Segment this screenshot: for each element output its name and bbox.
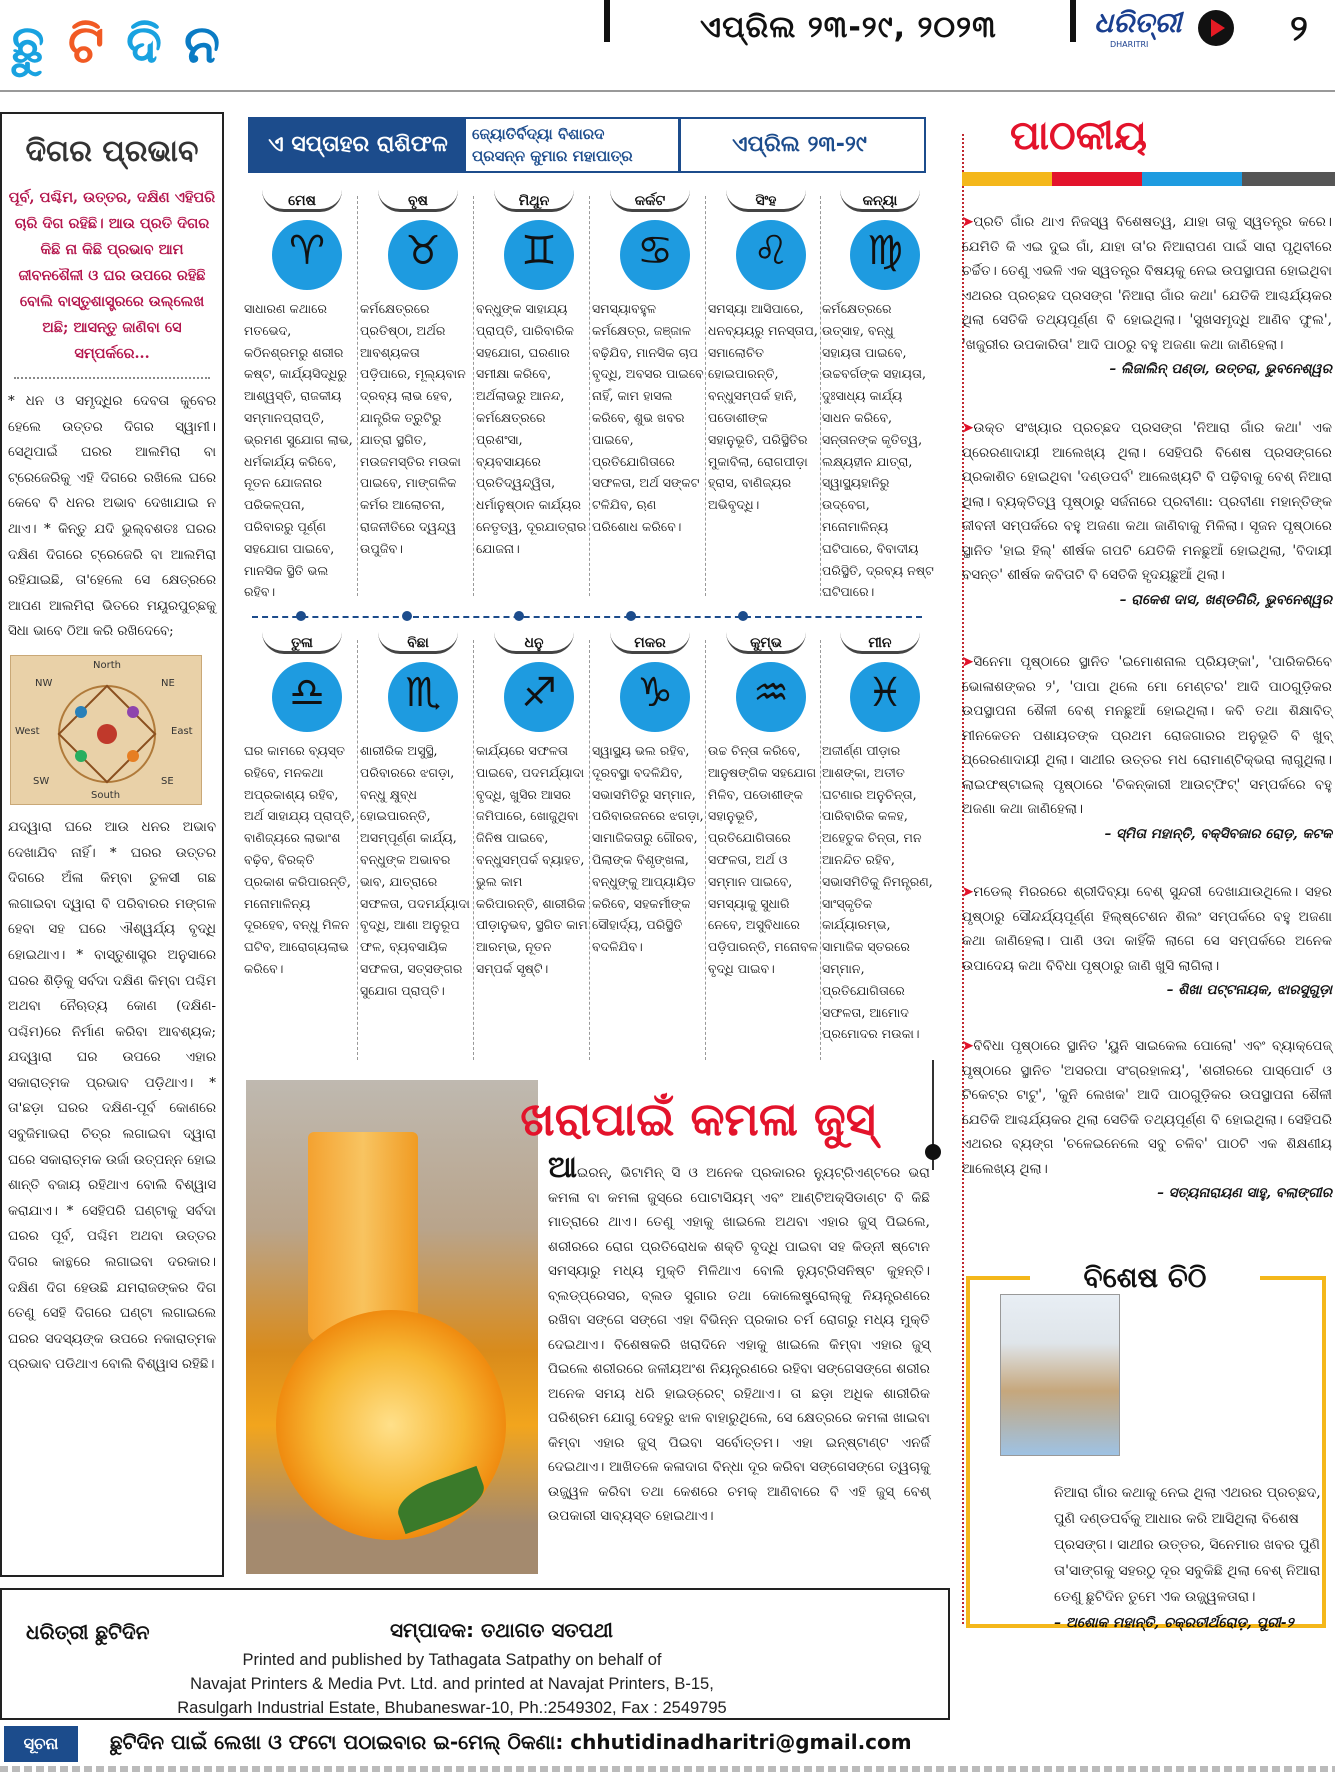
article-body: ଯଦ୍ୱାରା ଘରେ ଆଉ ଧନର ଅଭାବ ଦେଖାଯିବ ନାହିଁ। * ଘରର ଉତ୍ତର ଦିଗରେ ଅଁଳା କିମ୍ବା ତୁଳସୀ ଗଛ ଲଗାଇବା ଦ୍ୱାରା ବି ପରିବାରର ମଙ୍ଗଳ ହେବା ସହ ଘରେ ଐଶ୍ୱର୍ଯ୍ୟ ବୃଦ୍ଧି ହୋଇଥାଏ। * ବାସ୍ତୁଶାସ୍ତ୍ର ଅନୁସାରେ ଘରର ଶିଡ଼ିକୁ ସର୍ବଦା ଦକ୍ଷିଣ କିମ୍ବା ପଶ୍ଚିମ ଅଥବା ନୈଋତ୍ୟ କୋଣ (ଦକ୍ଷିଣ-ପଶ୍ଚିମ)ରେ ନିର୍ମାଣ କରିବା ଆବଶ୍ୟକ; ଯଦ୍ୱାରା ଘର ଉପରେ ଏହାର ସକାରାତ୍ମକ ପ୍ରଭାବ ପଡ଼ିଥାଏ। * ତା'ଛଡ଼ା ଘରର ଦକ୍ଷିଣ-ପୂର୍ବ କୋଣରେ ସବୁଜିମାଭରା ଚିତ୍ର ଲଗାଇବା ଦ୍ୱାରା ଘରେ ସକାରାତ୍ମକ ଉର୍ଜା ଉତ୍ପନ୍ନ ହୋଇ ଶାନ୍ତି ବଜାୟ ରହିଥାଏ ବୋଲି ବିଶ୍ୱାସ କରାଯାଏ। * ସେହିପରି ଘଣ୍ଟାକୁ ସର୍ବଦା ଘରର ପୂର୍ବ, ପଶ୍ଚିମ ଅଥବା ଉତ୍ତର ଦିଗର କାନ୍ଥରେ ଲଗାଇବା ଦରକାର। ଦକ୍ଷିଣ ଦିଗ ହେଉଛି ଯମରାଜଙ୍କର ଦିଗ ତେଣୁ ସେହି ଦିଗରେ ଘଣ୍ଟା ଲଗାଇଲେ ଘରର ସଦସ୍ୟଙ୍କ ଉପରେ ନକାରାତ୍ମକ ପ୍ରଭାବ ପଡିଥାଏ ବୋଲି ବିଶ୍ୱାସ ରହିଛି। [8, 819, 216, 1373]
masthead-divider [1070, 0, 1076, 42]
title-color-bars [962, 172, 1335, 186]
arrow-icon: ➤ [962, 214, 974, 230]
masthead-divider [604, 0, 610, 42]
juice-article-title: ଖରାପାଇଁ କମଳା ଜୁସ୍ [520, 1092, 876, 1146]
leo-icon: ♌ [736, 220, 806, 290]
column-separator [589, 196, 590, 596]
map-label: North [93, 659, 121, 671]
map-label: NW [35, 677, 53, 689]
divider [14, 377, 210, 379]
masthead-letter: ଛୁ [11, 15, 45, 75]
reader-letter: ➤ମଡେଲ୍ ମିରରରେ ଶ୍ରୀଦିବ୍ୟା ବେଶ୍ ସୁନ୍ଦରୀ ଦେଖାଯାଉଥିଲେ। ସହର ପୃଷ୍ଠାରୁ ସୌନ୍ଦର୍ଯ୍ୟପୂର୍ଣ୍ଣ ହିଲ୍‌ଷ୍ଟେଶନ ଶିଲଂ ସମ୍ପର୍କରେ ବହୁ ଅଜଣା କଥା ଜାଣିହେଲା। ପାଣି ଓଦା କାହିଁକି ଲାଗେ ସେ ସମ୍ପର୍କରେ ଅନେକ ଉପାଦେୟ କଥା ବିବିଧା ପୃଷ୍ଠାରୁ ଜାଣି ଖୁସି ଲାଗିଲା। – ଶିଖା ପଟ୍ଟନାୟକ, ଝାରସୁଗୁଡ଼ା [962, 880, 1332, 1003]
column-separator [589, 640, 590, 1060]
sign-forecast: ସାଧାରଣ କଥାରେ ମତଭେଦ, କଠିନଶ୍ରମରୁ ଶରୀର କଷ୍ଟ, କାର୍ଯ୍ୟସିଦ୍ଧିରୁ ଆଶ୍ୱସ୍ତି, ରାଜକୀୟ ସମ୍ମାନପ୍ରାପ୍ତି, ଭ୍ରମଣ ସୁଯୋଗ ଲାଭ, ଧର୍ମକାର୍ଯ୍ୟ କରିବେ, ନୂତନ ଯୋଜନାର ପରିକଳ୍ପନା, ପରିବାରରୁ ପୂର୍ଣ୍ଣ ସହଯୋଗ ପାଇବେ, ମାନସିକ ସ୍ଥିତି ଭଲ ରହିବ। [244, 301, 353, 600]
map-label: South [91, 789, 121, 801]
sign-name: କର୍କଟ [610, 190, 690, 212]
reader-letter: ➤ବିବିଧା ପୃଷ୍ଠାରେ ସ୍ଥାନିତ 'ୟୁନି ସାଇକେଲ ପୋଲୋ' ଏବଂ ବ୍ୟାକ୍‌ପେଜ୍ ପୃଷ୍ଠାରେ ସ୍ଥାନିତ 'ଅସରପା ସଂଗ୍ରହାଳୟ', 'ଶରୀରରେ ପାସ୍‌ପୋର୍ଟ ଓ ଟିକେଟ୍‌ର ଟାଟୁ', 'କୁନି ଲେଖକ' ଆଦି ପାଠଗୁଡ଼ିକର ଉପସ୍ଥାପନା ଶୈଳୀ ଯେତିକି ଆଶ୍ଚର୍ଯ୍ୟକର ଥିଲା ସେତିକି ତଥ୍ୟପୂର୍ଣ୍ଣ ବି ହୋଇଥିଲା। ସେହିପରି ଏଥରର ବ୍ୟଙ୍ଗ 'ଚଳେଇନେଲେ ସବୁ ଚଳିବ' ପାଠଟି ଏକ ଶିକ୍ଷଣୀୟ ଆଲେଖ୍ୟ ଥିଲା। – ସତ୍ୟନାରାୟଣ ସାହୁ, ବଲାଙ୍ଗୀର [962, 1034, 1332, 1206]
divider-dot [296, 611, 306, 621]
astrologer-credit [472, 123, 672, 167]
sign-forecast: ଶାରୀରିକ ଅସୁସ୍ଥି, ପରିବାରରେ ଝଗଡ଼ା, ବନ୍ଧୁ କ୍ଷୁବ୍ଧ ହୋଇପାରନ୍ତି, ଅସମ୍ପୂର୍ଣ୍ଣ କାର୍ଯ୍ୟ, ବନ୍ଧୁଙ୍କ ଅଭାବର ଭାବ, ଯାତ୍ରାରେ ସଫଳତା, ପଦମର୍ଯ୍ୟାଦା ବୃଦ୍ଧି, ଆଶା ଅନୁରୂପ ଫଳ, ବ୍ୟବସାୟିକ ସଫଳତା, ସତ୍ସଙ୍ଗର ସୁଯୋଗ ପ୍ରାପ୍ତି। [360, 743, 470, 998]
sign-name: କୁମ୍ଭ [726, 632, 806, 654]
letter-signature: – ସତ୍ୟନାରାୟଣ ସାହୁ, ବଲାଙ୍ଗୀର [1157, 1185, 1332, 1201]
special-letter-box [966, 1261, 1326, 1631]
letter-signature: – ଶିଖା ପଟ୍ଟନାୟକ, ଝାରସୁଗୁଡ଼ା [1166, 982, 1332, 998]
divider-dot [514, 611, 524, 621]
masthead [0, 0, 1335, 100]
sagittarius-icon: ♐ [504, 662, 574, 732]
special-letter-title: ବିଶେଷ ଚିଠି [1030, 1258, 1260, 1298]
play-icon [1198, 10, 1234, 46]
notice-email: ଛୁଟିଦିନ ପାଇଁ ଲେଖା ଓ ଫଟୋ ପଠାଇବାର ଇ-ମେଲ୍ ଠିକଣା: chhutidinadharitri@gmail.com [110, 1730, 912, 1754]
masthead-letter: ନ [184, 15, 220, 75]
vastu-direction-map [10, 655, 202, 805]
pisces-icon: ♓ [850, 662, 920, 732]
masthead-rule [0, 90, 1335, 92]
horoscope-dates: ଏପ୍ରିଲ ୨୩-୨୯ [678, 119, 918, 171]
sign-forecast: ବନ୍ଧୁଙ୍କ ସାହାଯ୍ୟ ପ୍ରାପ୍ତି, ପାରିବାରିକ ସହଯୋଗ, ଘରଣାର ସମୀକ୍ଷା କରିବେ, ଅର୍ଥଲାଭରୁ ଆନନ୍ଦ, କର୍ମକ୍ଷେତ୍ରରେ ପ୍ରଶଂସା, ବ୍ୟବସାୟରେ ପ୍ରତିଦ୍ୱନ୍ଦ୍ୱିତା, ଧର୍ମାନୁଷ୍ଠାନ କାର୍ଯ୍ୟର ନେତୃତ୍ୱ, ଦୂରଯାତ୍ରାର ଯୋଜନା। [476, 301, 587, 556]
map-label: SE [161, 775, 174, 787]
arrow-icon: ➤ [962, 884, 974, 900]
issue-date: ଏପ୍ରିଲ ୨୩-୨୯, ୨୦୨୩ [700, 10, 997, 45]
letters-section-title: ପାଠକୀୟ [1010, 112, 1147, 159]
letter-signature: – ସ୍ମିତା ମହାନ୍ତି, ବକ୍ସିବଜାର ରୋଡ଼, କଟକ [1104, 825, 1332, 842]
direction-article [0, 112, 224, 1577]
arrow-icon: ➤ [962, 654, 974, 670]
column-separator [820, 640, 821, 1060]
reader-letter: ➤ସିନେମା ପୃଷ୍ଠାରେ ସ୍ଥାନିତ 'ଇମୋଶନାଲ ପ୍ରିୟଙ୍କା', 'ପାରିକରିବେ ଭୋଳାଶଙ୍କର ୨', 'ପାପା ଥିଲେ ମୋ ମେଣ୍ଟର' ଆଦି ପାଠଗୁଡ଼ିକର ଉପସ୍ଥାପନା ଶୈଳୀ ବେଶ୍ ମନଛୁଆଁ ହୋଇଥିଲା। କବି ତଥା ଶିକ୍ଷାବିତ୍ ମୀନକେତନ ପଶାୟତଙ୍କ ପ୍ରଥମ ରୋଜଗାରର ଅନୁଭୂତି ବି ଖୁବ୍ ପ୍ରେରଣାଦାୟୀ ଥିଲା। ସାଥୀର ଉତ୍ତର ମଧ ରୋମାଣ୍ଟିକ୍‌ଭରା ଲାଗୁଥିଲା। ଲାଇଫଷ୍ଟାଇଲ୍ ପୃଷ୍ଠାରେ 'ଚିକନ୍‌କାରୀ ଆଉଟ୍‌ଫିଟ୍' ସମ୍ପର୍କରେ ବହୁ ଅଜଣା କଥା ଜାଣିହେଲା। – ସ୍ମିତା ମହାନ୍ତି, ବକ୍ସିବଜାର ରୋଡ଼, କଟକ [962, 650, 1332, 846]
column-separator [357, 640, 358, 1060]
aries-icon: ♈ [272, 220, 342, 290]
bottom-rule [0, 1766, 1335, 1772]
map-label: West [15, 725, 40, 737]
libra-icon: ♎ [272, 662, 342, 732]
sign-forecast: ସ୍ୱାସ୍ଥ୍ୟ ଭଲ ରହିବ, ଦୂରବସ୍ଥା ବଦଳିଯିବ, ସଭାସମିତିରୁ ସମ୍ମାନ, ପରିବାରଜନରେ ଝଗଡ଼ା, ସାମାଜିକତାରୁ ଗୌରବ, ପିଲାଙ୍କ ବିଶୃଙ୍ଖଳା, ବନ୍ଧୁଙ୍କୁ ଆପ୍ୟାୟିତ କରିବେ, ସହକର୍ମୀଙ୍କ ସୌହାର୍ଦ୍ୟ, ପରିସ୍ଥିତି ବଦଳିଯିବ। [592, 743, 704, 955]
column-separator [357, 196, 358, 596]
sign-forecast: କର୍ମକ୍ଷେତ୍ରରେ ଉତ୍ସାହ, ବନ୍ଧୁ ସହାୟତା ପାଇବେ, ଉଚ୍ଚବର୍ଗଙ୍କ ସହାୟତା, ଦୁଃସାଧ୍ୟ କାର୍ଯ୍ୟ ସାଧନ କରିବେ, ସନ୍ତାନଙ୍କ କୃତିତ୍ୱ, ଲକ୍ଷ୍ୟହୀନ ଯାତ୍ରା, ସ୍ୱାସ୍ଥ୍ୟହାନିରୁ ଉଦ୍‌ବେଗ, ମନୋମାଳିନ୍ୟ ଘଟିପାରେ, ବିବାଦୀୟ ପରିସ୍ଥିତି, ଦ୍ରବ୍ୟ ନଷ୍ଟ ଘଟିପାରେ। [822, 301, 934, 600]
sign-name: ମୀନ [840, 632, 920, 654]
scorpio-icon: ♏ [388, 662, 458, 732]
reader-letter: ➤ଉକ୍ତ ସଂଖ୍ୟାର ପ୍ରଚ୍ଛଦ ପ୍ରସଙ୍ଗ 'ନିଆରା ଗାଁର କଥା' ଏକ ପ୍ରେରଣାଦାୟୀ ଆଲେଖ୍ୟ ଥିଲା। ସେହିପରି ବିଶେଷ ପ୍ରସଙ୍ଗରେ ପ୍ରକାଶିତ ହୋଇଥିବା 'ଦଣ୍ଡପର୍ବ' ଆଲେଖ୍ୟଟି ବି ପଢ଼ିବାକୁ ବେଶ୍ ନିଆରା ଥିଲା। ବ୍ୟକ୍ତିତ୍ୱ ପୃଷ୍ଠାରୁ ସର୍ଜନାରେ ପ୍ରବୀଣା: ପ୍ରବୀଣା ମହାନ୍ତିଙ୍କ ଜୀବନୀ ସମ୍ପର୍କରେ ବହୁ ଅଜଣା କଥା ଜାଣିବାକୁ ମିଳିଲା। ସୃଜନ ପୃଷ୍ଠାରେ ସ୍ଥାନିତ 'ହାଇ ହିଲ୍' ଶୀର୍ଷକ ଗପଟି ଯେତିକି ମନଛୁଆଁ ହୋଇଥିଲା, 'ବିଦାୟୀ ବସନ୍ତ' ଶୀର୍ଷକ କବିତାଟି ବି ସେତିକି ହୃଦୟଛୁଆଁ ଥିଲା। – ରାକେଶ ଦାସ, ଖଣ୍ଡଗିରି, ଭୁବନେଶ୍ୱର [962, 416, 1332, 612]
juice-article-body: ଆଇରନ୍, ଭିଟାମିନ୍ ସି ଓ ଅନେକ ପ୍ରକାରର ନ୍ୟୁଟ୍ରିଏଣ୍ଟରେ ଭରା କମଳା ବା କମଳା ଜୁସ୍‌ରେ ପୋଟାସିୟମ୍ ଏବଂ ଆଣ୍ଟିଅକ୍ସିଡାଣ୍ଟ ବି କିଛି ମାତ୍ରାରେ ଥାଏ। ତେଣୁ ଏହାକୁ ଖାଇଲେ ଅଥବା ଏହାର ଜୁସ୍ ପିଇଲେ, ଶରୀରରେ ରୋଗ ପ୍ରତିରୋଧକ ଶକ୍ତି ବୃଦ୍ଧି ପାଇବା ସହ କିଡ୍‌ନୀ ଷ୍ଟୋନ ସମସ୍ୟାରୁ ମଧ୍ୟ ମୁକ୍ତି ମିଳିଥାଏ ବୋଲି ନ୍ୟୁଟ୍ରିସନିଷ୍ଟ କୁହନ୍ତି। ବ୍ଲଡ୍‌ପ୍ରେସର, ବ୍ଲଡ ସୁଗାର ତଥା କୋଲେଷ୍ଟ୍ରୋଲ୍‌କୁ ନିୟନ୍ତ୍ରଣରେ ରଖିବା ସଙ୍ଗେ ସଙ୍ଗେ ଏହା ବିଭିନ୍ନ ପ୍ରକାର ଚର୍ମ ରୋଗରୁ ମଧ୍ୟ ମୁକ୍ତି ଦେଇଥାଏ। ବିଶେଷକରି ଖରାଦିନେ ଏହାକୁ ଖାଇଲେ କିମ୍ବା ଏହାର ଜୁସ୍ ପିଇଲେ ଶରୀରରେ ଜଳୀୟଅଂଶ ନିୟନ୍ତ୍ରଣରେ ରହିବା ସଙ୍ଗେସଙ୍ଗେ ଶରୀର ଅନେକ ସମୟ ଧରି ହାଇଡ୍ରେଟ୍ ରହିଥାଏ। ତା ଛଡ଼ା ଅଧିକ ଶାରୀରିକ ପରିଶ୍ରମ ଯୋଗୁ ଦେହରୁ ଝାଳ ବାହାରୁଥିଲେ, ସେ କ୍ଷେତ୍ରରେ କମଳା ଖାଇବା କିମ୍ବା ଏହାର ଜୁସ୍ ପିଇବା ସର୍ବୋତ୍ତମ। ଏହା ଇନ୍‌ଷ୍ଟାଣ୍ଟ ଏନର୍ଜି ଦେଇଥାଏ। ଆଖିତଳେ କଳାଦାଗ ବିନ୍ଧା ଦୂର କରିବା ସଙ୍ଗେସଙ୍ଗେ ତ୍ୱଚାକୁ ଉଜ୍ଜ୍ୱଳ କରିବା ତଥା କେଶରେ ଚମକ୍ ଆଣିବାରେ ବି ଏହି ଜୁସ୍ ବେଶ୍ ଉପକାରୀ ସାବ୍ୟସ୍ତ ହୋଇଥାଏ। [548, 1150, 930, 1524]
column-separator [473, 640, 474, 1060]
column-separator [820, 196, 821, 596]
sign-name: ସିଂହ [726, 190, 806, 212]
arrow-icon: ➤ [962, 420, 974, 436]
column-separator [705, 640, 706, 1060]
sign-forecast: କର୍ମକ୍ଷେତ୍ରରେ ପ୍ରତିଷ୍ଠା, ଅର୍ଥର ଆବଶ୍ୟକତା ପଡ଼ିପାରେ, ମୂଲ୍ୟବାନ ଦ୍ରବ୍ୟ ଲାଭ ହେବ, ଯାନ୍ତ୍ରିକ ତ୍ରୁଟିରୁ ଯାତ୍ରା ସ୍ଥଗିତ, ମଉଜମସ୍ତିର ମଉକା ପାଇବେ, ମାଙ୍ଗଳିକ କର୍ମର ଆଲୋଚନା, ରାଜନୀତିରେ ଦ୍ୱନ୍ଦ୍ୱ ଉପୁଜିବ। [360, 301, 466, 556]
horoscope-title: ଏ ସପ୍ତାହର ରାଶିଫଳ [250, 119, 466, 171]
astrologer-name: ପ୍ରସନ୍ନ କୁମାର ମହାପାତ୍ର [472, 147, 633, 165]
column-separator [473, 196, 474, 596]
sign-forecast: ସମସ୍ୟାବହୁଳ କର୍ମକ୍ଷେତ୍ର, ଜଞ୍ଜାଳ ବଢ଼ିଯିବ, ମାନସିକ ଚାପ ବୃଦ୍ଧି, ଅବସର ପାଇବେ ନାହିଁ, କାମ ହାସଲ କରିବେ, ଶୁଭ ଖବର ପାଇବେ, ପ୍ରତିଯୋଗିତାରେ ସଫଳତା, ଅର୍ଥ ସଙ୍କଟ ଟଳିଯିବ, ଋଣ ପରିଶୋଧ କରିବେ। [592, 301, 704, 534]
letter-signature: – ଅଶୋକ ମହାନ୍ତି, ଚକ୍ରତୀର୍ଥରୋଡ଼, ପୁରୀ-୨ [1054, 1615, 1294, 1631]
sign-name: କନ୍ୟା [840, 190, 920, 212]
article-body: * ଧନ ଓ ସମୃଦ୍ଧିର ଦେବତା କୁବେର ହେଲେ ଉତ୍ତର ଦିଗର ସ୍ୱାମୀ। ସେଥିପାଇଁ ଘରର ଆଲମିରା ବା ଟ୍ରେଜେରିକୁ ଏହି ଦିଗରେ ରଖିଲେ ଘରେ କେବେ ବି ଧନର ଅଭାବ ଦେଖାଯାଇ ନ ଥାଏ। * କିନ୍ତୁ ଯଦି ଭୁଲ୍‌ବଶତଃ ଘରର ଦକ୍ଷିଣ ଦିଗରେ ଟ୍ରେଜେରି ବା ଆଲମିରା ରହିଯାଇଛି, ତା'ହେଲେ ସେ କ୍ଷେତ୍ରରେ ଆପଣ ଆଲମିରା ଭିତରେ ମୟୂରପୁଚ୍ଛକୁ ସିଧା ଭାବେ ଠିଆ କରି ରଖିଦେବେ; [8, 394, 216, 640]
masthead-letter: ଟି [67, 15, 105, 75]
brand-subtitle: DHARITRI [1110, 40, 1149, 49]
masthead-letter: ଦି [126, 15, 162, 75]
sign-name: ବୃଷ [378, 190, 458, 212]
article-title: ଦିଗର ପ୍ରଭାବ [25, 134, 199, 169]
divider-dot [402, 611, 412, 621]
column-separator [705, 196, 706, 596]
sign-name: ମିଥୁନ [494, 190, 574, 212]
imprint-footer [0, 1588, 950, 1720]
sign-name: ଧନୁ [494, 632, 574, 654]
printer-imprint: Printed and published by Tathagata Satpathy on behalf of Navajat Printers & Media Pvt. Ltd. and printed at Navajat Printers, B-15, Rasulgarh Industrial Estate, Bhubaneswar-10, Ph.:2549302, Fax : 2549795 [177, 1651, 727, 1717]
footer-brand: ଧରିତ୍ରୀ ଛୁଟିଦିନ [26, 1620, 150, 1644]
magazine-cover-thumbnail [1000, 1294, 1120, 1456]
horoscope-header [248, 117, 926, 173]
sign-name: ତୁଳା [262, 632, 342, 654]
orange-juice-photo [246, 1080, 538, 1574]
divider-dot [738, 611, 748, 621]
sign-name: ମେଷ [262, 190, 342, 212]
special-letter-text: ନିଆରା ଗାଁର କଥାକୁ ନେଇ ଥିଲା ଏଥରର ପ୍ରଚ୍ଛଦ, ପୁଣି ଦଣ୍ଡପର୍ବକୁ ଆଧାର କରି ଆସିଥିଲା ବିଶେଷ ପ୍ରସଙ୍ଗ। ସାଥୀର ଉତ୍ତର, ସିନେମାର ଖବର ପୁଣି ତା'ସାଙ୍ଗକୁ ସହରଠୁ ଦୂର ସବୁକିଛି ଥିଲା ବେଶ୍ ନିଆରା ତେଣୁ ଛୁଟିଦିନ ତୁମେ ଏକ ଉଜ୍ଜ୍ୱଳତାରା। – ଅଶୋକ ମହାନ୍ତି, ଚକ୍ରତୀର୍ଥରୋଡ଼, ପୁରୀ-୨ [1054, 1480, 1322, 1636]
notice-bar [0, 1726, 1335, 1762]
map-label: NE [161, 677, 175, 689]
page-number: ୨ [1290, 8, 1308, 49]
map-label: SW [33, 775, 50, 787]
letter-signature: – ଲିଜାଲିନ୍ ପଣ୍ଡା, ଉତ୍ତରା, ଭୁବନେଶ୍ୱର [1109, 361, 1332, 377]
aquarius-icon: ♒ [736, 662, 806, 732]
notice-label: ସୂଚନା [4, 1726, 78, 1762]
footer-editor: ସମ୍ପାଦକ: ତଥାଗତ ସତପଥୀ [390, 1618, 613, 1642]
article-intro: ପୂର୍ବ, ପଶ୍ଚିମ, ଉତ୍ତର, ଦକ୍ଷିଣ ଏହିପରି ଚାରି ଦିଗ ରହିଛି। ଆଉ ପ୍ରତି ଦିଗର କିଛି ନା କିଛି ପ୍ରଭାବ ଆମ ଜୀବନଶୈଳୀ ଓ ଘର ଉପରେ ରହିଛି ବୋଲି ବାସ୍ତୁଶାସ୍ତ୍ରରେ ଉଲ୍ଲେଖ ଅଛି; ଆସନ୍ତୁ ଜାଣିବା ସେ ସମ୍ପର୍କରେ... [8, 189, 216, 362]
letter-signature: – ରାକେଶ ଦାସ, ଖଣ୍ଡଗିରି, ଭୁବନେଶ୍ୱର [1119, 591, 1332, 608]
sign-forecast: ଉଚ୍ଚ ଚିନ୍ତା କରିବେ, ଆନୁଷଙ୍ଗିକ ସହଯୋଗ ମିଳିବ, ପଡୋଶୀଙ୍କ ସହାନୁଭୂତି, ପ୍ରତିଯୋଗିତାରେ ସଫଳତା, ଅର୍ଥ ଓ ସମ୍ମାନ ପାଇବେ, ସମସ୍ୟାକୁ ସୁଧାରି ନେବେ, ଅସୁବିଧାରେ ପଡ଼ିପାରନ୍ତି, ମନୋବଳ ବୃଦ୍ଧି ପାଇବ। [708, 743, 818, 976]
drop-cap: ଆ [548, 1150, 578, 1185]
map-label: East [171, 725, 193, 737]
reader-letter: ➤ପ୍ରତି ଗାଁର ଥାଏ ନିଜସ୍ୱ ବିଶେଷତ୍ୱ, ଯାହା ତାକୁ ସ୍ୱତନ୍ତ୍ର କରେ। ଯେମିତି କି ଏଇ ଦୁଇ ଗାଁ, ଯାହା ତା'ର ନିଆରାପଣ ପାଇଁ ସାରା ପୃଥିବୀରେ ଚର୍ଚ୍ଚିତ। ତେଣୁ ଏଭଳି ଏକ ସ୍ୱତନ୍ତ୍ର ବିଷୟକୁ ନେଇ ଉପସ୍ଥାପନା ହୋଇଥିବା ଏଥରର ପ୍ରଚ୍ଛଦ ପ୍ରସଙ୍ଗ 'ନିଆରା ଗାଁର କଥା' ଯେତିକି ଆଶ୍ଚର୍ଯ୍ୟକର ଥିଲା ସେତିକି ତଥ୍ୟପୂର୍ଣ୍ଣ ବି ହୋଇଥିଲା। 'ସୁଖସମୃଦ୍ଧି ଆଣିବ ଫୁଲ', 'ଖଜୁରୀର ଉପକାରିତା' ଆଦି ପାଠରୁ ବହୁ ଅଜଣା କଥା ଜାଣିହେଲା। – ଲିଜାଲିନ୍ ପଣ୍ଡା, ଉତ୍ତରା, ଭୁବନେଶ୍ୱର [962, 210, 1332, 382]
arrow-icon: ➤ [962, 1038, 974, 1054]
capricorn-icon: ♑ [620, 662, 690, 732]
horoscope-row-divider [252, 616, 922, 618]
sign-name: ବିଛା [378, 632, 458, 654]
gemini-icon: ♊ [504, 220, 574, 290]
taurus-icon: ♉ [388, 220, 458, 290]
sign-forecast: ଘର କାମରେ ବ୍ୟସ୍ତ ରହିବେ, ମନକଥା ଅପ୍ରକାଶ୍ୟ ରହିବ, ଅର୍ଥ ସାହାଯ୍ୟ ପ୍ରାପ୍ତି, ବାଣିଜ୍ୟରେ ଲାଭାଂଶ ବଢ଼ିବ, ବିରକ୍ତି ପ୍ରକାଶ କରିପାରନ୍ତି, ମନୋମାଳିନ୍ୟ ଦୂରହେବ, ବନ୍ଧୁ ମିଳନ ଘଟିବ, ଆରୋଗ୍ୟଲାଭ କରିବେ। [244, 743, 356, 976]
cancer-icon: ♋ [620, 220, 690, 290]
sign-name: ମକର [610, 632, 690, 654]
sign-forecast: ସମସ୍ୟା ଆସିପାରେ, ଧନବ୍ୟୟରୁ ମନସ୍ତାପ, ସମାଲୋଚିତ ହୋଇପାରନ୍ତି, ବନ୍ଧୁସମ୍ପର୍କ ହାନି, ପଡୋଶୀଙ୍କ ସହାନୁଭୂତି, ପରିସ୍ଥିତିର ମୁକାବିଲା, ରୋଗପୀଡ଼ା ହ୍ରାସ, ବାଣିଜ୍ୟର ଅଭିବୃଦ୍ଧି। [708, 301, 818, 513]
sign-forecast: ଅଜୀର୍ଣ୍ଣ ପୀଡ଼ାର ଆଶଙ୍କା, ଅତୀତ ଘଟଣାର ଅନୁଚିନ୍ତା, ପାରିବାରିକ କଳହ, ଅହେତୁକ ଚିନ୍ତା, ମନ ଆନନ୍ଦିତ ରହିବ, ସଭାସମିତିକୁ ନିମନ୍ତ୍ରଣ, ସାଂସ୍କୃତିକ କାର୍ଯ୍ୟାରମ୍ଭ, ସାମାଜିକ ସ୍ତରରେ ସମ୍ମାନ, ପ୍ରତିଯୋଗିତାରେ ସଫଳତା, ଆମୋଦ ପ୍ରମୋଦର ମଉକା। [822, 743, 933, 1042]
sign-forecast: କାର୍ଯ୍ୟରେ ସଫଳତା ପାଇବେ, ପଦମର୍ଯ୍ୟାଦା ବୃଦ୍ଧି, ଖୁସିର ଆସର ଜମିପାରେ, ଖୋଜୁଥିବା ଜିନିଷ ପାଇବେ, ବନ୍ଧୁସମ୍ପର୍କ ବ୍ୟାହତ, ଭୁଲ କାମ କରିପାରନ୍ତି, ଶାରୀରିକ ପୀଡ଼ାନୁଭବ, ସ୍ଥଗିତ କାମ ଆରମ୍ଭ, ନୂତନ ସମ୍ପର୍କ ସୃଷ୍ଟି। [476, 743, 588, 976]
virgo-icon: ♍ [850, 220, 920, 290]
astrologer-title: ଜ୍ୟୋତିର୍ବିଦ୍ୟା ବିଶାରଦ [472, 125, 605, 143]
divider-dot [626, 611, 636, 621]
brand-logo: ଧରିତ୍ରୀ [1094, 6, 1182, 39]
